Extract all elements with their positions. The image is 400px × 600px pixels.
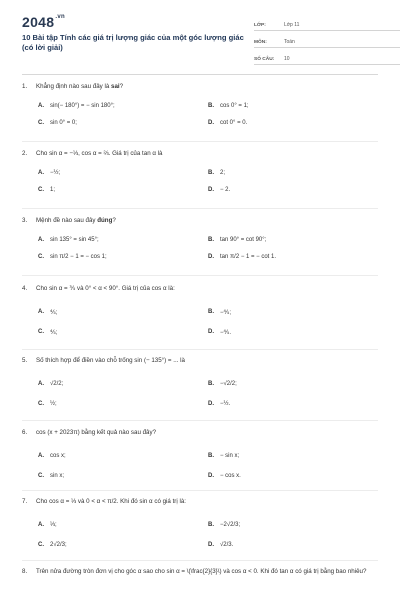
option-c[interactable]: C. 1; xyxy=(38,186,56,193)
meta-question-count: SỐ CÂU: 10 xyxy=(254,50,400,65)
question-text: cos (x + 2023π) bằng kết quả nào sau đây? xyxy=(36,429,157,436)
option-a[interactable]: A. −½; xyxy=(38,169,61,176)
option-a[interactable]: A. sin(− 180°) = − sin 180°; xyxy=(38,102,115,109)
question-2: 2. Cho sin α = −⅓, cos α = ⅔. Giá trị của tan α là A. −½; B. 2; C. 1; D. − 2. xyxy=(22,149,378,198)
option-d[interactable]: D. cot 0° = 0. xyxy=(208,119,248,126)
option-b[interactable]: B. −2√2/3; xyxy=(208,522,241,528)
option-d[interactable]: D. √2/3. xyxy=(208,542,234,548)
option-d[interactable]: D. tan π/2 − 1 = − cot 1. xyxy=(208,253,277,260)
question-divider xyxy=(22,560,378,561)
question-6: 6. cos (x + 2023π) bằng kết quả nào sau đây? A. cos x; B. − sin x; C. sin x; D. − cos x. xyxy=(22,428,378,486)
question-text: Khẳng định nào sau đây là sai? xyxy=(36,83,124,90)
question-4: 4. Cho sin α = ⅗ và 0° < α < 90°. Giá trị của cos α là: A. ⅘; B. −⅘; C. ⅘; D. −⅘. xyxy=(22,284,378,342)
option-b[interactable]: B. 2; xyxy=(208,169,226,176)
question-divider xyxy=(22,349,378,350)
meta-subject: MÔN: Toán xyxy=(254,33,400,48)
question-text: Cho cos α = ⅓ và 0 < α < π/2. Khi đó sin α có giá trị là: xyxy=(36,498,186,505)
option-a[interactable]: A. √2/2; xyxy=(38,381,64,387)
question-text: Trên nửa đường tròn đơn vị cho góc α sao cho sin α = \(\frac{2}{3}\) và cos α < 0. Khi đó tan α có giá trị bằng bao nhiêu? xyxy=(36,568,367,575)
option-d[interactable]: D. − 2. xyxy=(208,186,231,193)
document-header xyxy=(22,12,378,70)
option-d[interactable]: D. −½. xyxy=(208,401,231,407)
meta-info xyxy=(254,16,400,67)
question-divider xyxy=(22,420,378,421)
option-b[interactable]: B. cos 0° = 1; xyxy=(208,102,249,109)
question-8: 8. Trên nửa đường tròn đơn vị cho góc α sao cho sin α = \(\frac{2}{3}\) và cos α < 0. Khi đó tan α có giá trị bằng bao nhiêu? xyxy=(22,567,378,576)
question-1: 1. Khẳng định nào sau đây là sai? A. sin(− 180°) = − sin 180°; B. cos 0° = 1; C. sin 0° = 0; D. cot 0° = 0. xyxy=(22,82,378,131)
option-b[interactable]: B. tan 90° = cot 90°; xyxy=(208,236,267,243)
option-c[interactable]: C. sin π/2 − 1 = − cos 1; xyxy=(38,253,107,260)
question-text: Cho sin α = ⅗ và 0° < α < 90°. Giá trị của cos α là: xyxy=(36,285,175,292)
option-b[interactable]: B. −⅘; xyxy=(208,308,231,316)
question-divider xyxy=(22,208,378,209)
option-a[interactable]: A. sin 135° = sin 45°; xyxy=(38,236,99,243)
question-text: Mệnh đề nào sau đây đúng? xyxy=(36,217,116,224)
question-text: Cho sin α = −⅓, cos α = ⅔. Giá trị của tan α là xyxy=(36,150,163,157)
document-title: 10 Bài tập Tính các giá trị lượng giác của một góc lượng giác (có lời giải) xyxy=(22,33,244,52)
option-a[interactable]: A. ⅘; xyxy=(38,308,58,316)
option-a[interactable]: A. ⅓; xyxy=(38,522,57,528)
question-divider xyxy=(22,275,378,276)
option-c[interactable]: C. ⅘; xyxy=(38,328,58,336)
option-c[interactable]: C. sin 0° = 0; xyxy=(38,119,77,126)
question-divider xyxy=(22,141,378,142)
option-b[interactable]: B. −√2/2; xyxy=(208,381,237,387)
header-divider xyxy=(22,74,378,75)
option-d[interactable]: D. −⅘. xyxy=(208,328,231,336)
option-c[interactable]: C. sin x; xyxy=(38,473,65,479)
option-b[interactable]: B. − sin x; xyxy=(208,453,240,459)
question-divider xyxy=(22,490,378,491)
meta-class: LỚP: Lớp 11 xyxy=(254,16,400,31)
option-c[interactable]: C. ½; xyxy=(38,401,57,407)
question-text: Số thích hợp để điền vào chỗ trống sin (− 135°) = ... là xyxy=(36,357,185,364)
question-3: 3. Mệnh đề nào sau đây đúng? A. sin 135° = sin 45°; B. tan 90° = cot 90°; C. sin π/2 − 1 = − cos 1; D. tan π/2 − 1 = − cot 1. xyxy=(22,216,378,265)
question-7: 7. Cho cos α = ⅓ và 0 < α < π/2. Khi đó sin α có giá trị là: A. ⅓; B. −2√2/3; C. 2√2/3; D. √2/3. xyxy=(22,497,378,555)
site-logo[interactable]: $2048^{.vn}$ xyxy=(22,14,65,30)
option-a[interactable]: A. cos x; xyxy=(38,453,66,459)
option-d[interactable]: D. − cos x. xyxy=(208,473,241,479)
question-5: 5. Số thích hợp để điền vào chỗ trống sin (− 135°) = ... là A. √2/2; B. −√2/2; C. ½; D. −½. xyxy=(22,356,378,414)
option-c[interactable]: C. 2√2/3; xyxy=(38,542,67,548)
